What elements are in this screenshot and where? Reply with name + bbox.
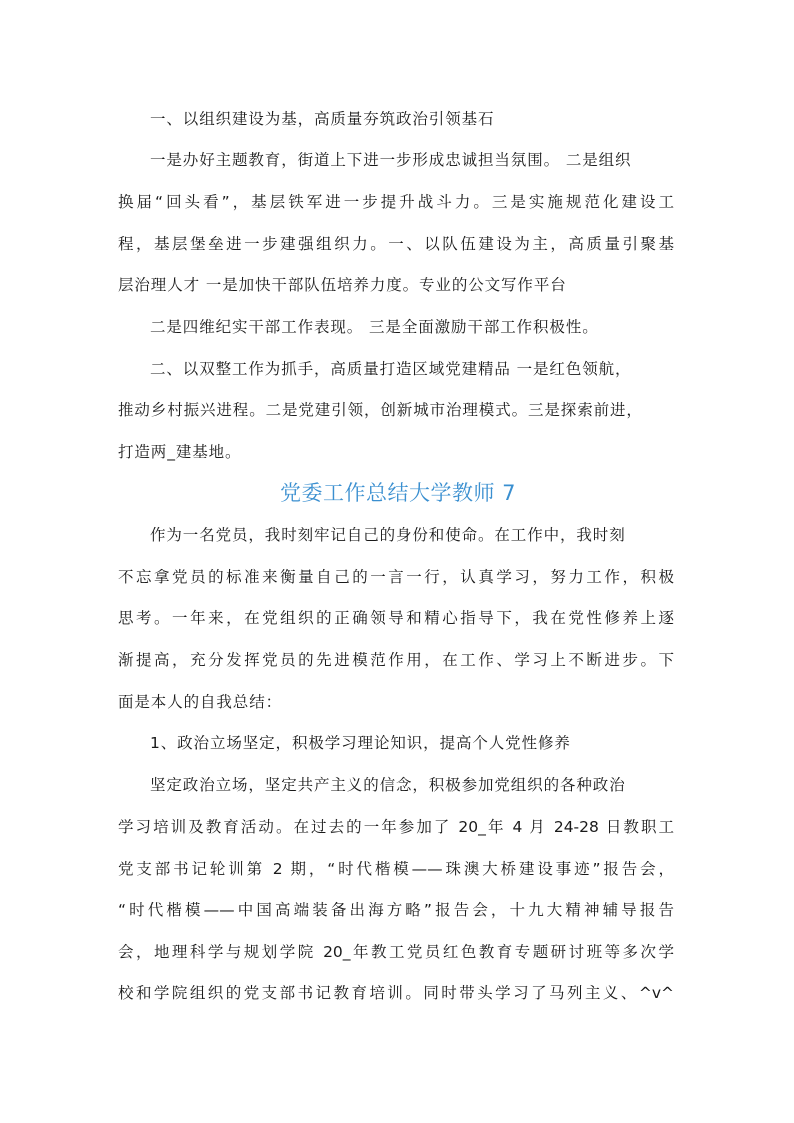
paragraph-line: 作为一名党员，我时刻牢记自己的身份和使命。在工作中，我时刻 xyxy=(150,526,626,544)
paragraph-line: 一是办好主题教育，街道上下进一步形成忠诚担当氛围。 二是组织 xyxy=(150,151,632,169)
document-title: 党委工作总结大学教师 7 xyxy=(279,481,517,505)
paragraph-line: 二是四维纪实干部工作表现。 三是全面激励干部工作积极性。 xyxy=(150,318,599,336)
paragraph-line: 思考。一年来，在党组织的正确领导和精心指导下，我在党性修养上逐 xyxy=(118,609,674,627)
paragraph-line: “时代楷模——中国高端装备出海方略”报告会，十九大精神辅导报告 xyxy=(118,901,674,919)
paragraph-line: 换届“回头看”，基层铁军进一步提升战斗力。三是实施规范化建设工 xyxy=(118,193,674,211)
paragraph-line: 坚定政治立场，坚定共产主义的信念，积极参加党组织的各种政治 xyxy=(150,776,626,794)
paragraph-line: 不忘拿党员的标准来衡量自己的一言一行，认真学习，努力工作，积极 xyxy=(118,568,674,586)
paragraph-line: 程，基层堡垒进一步建强组织力。一、以队伍建设为主，高质量引聚基 xyxy=(118,235,674,253)
section-heading-organization: 一、以组织建设为基，高质量夯筑政治引领基石 xyxy=(150,110,495,128)
section-heading-political-stance: 1、政治立场坚定，积极学习理论知识，提高个人党性修养 xyxy=(150,734,571,752)
paragraph-line: 党支部书记轮训第 2 期，“时代楷模——珠澳大桥建设事迹”报告会， xyxy=(118,860,674,878)
paragraph-line: 渐提高，充分发挥党员的先进模范作用，在工作、学习上不断进步。下 xyxy=(118,651,674,669)
paragraph-line: 层治理人才 一是加快干部队伍培养力度。专业的公文写作平台 xyxy=(118,276,567,294)
paragraph-line: 面是本人的自我总结： xyxy=(118,693,283,711)
paragraph-line: 二、以双整工作为抓手，高质量打造区域党建精品 一是红色领航， xyxy=(150,360,632,378)
paragraph-line: 会，地理科学与规划学院 20_年教工党员红色教育专题研讨班等多次学 xyxy=(118,943,674,961)
paragraph-line: 推动乡村振兴进程。二是党建引领，创新城市治理模式。三是探索前进， xyxy=(118,401,643,419)
paragraph-line: 打造两_建基地。 xyxy=(118,443,242,461)
paragraph-line: 校和学院组织的党支部书记教育培训。同时带头学习了马列主义、^v^ xyxy=(118,984,674,1002)
paragraph-line: 学习培训及教育活动。在过去的一年参加了 20_年 4 月 24-28 日教职工 xyxy=(118,818,674,836)
